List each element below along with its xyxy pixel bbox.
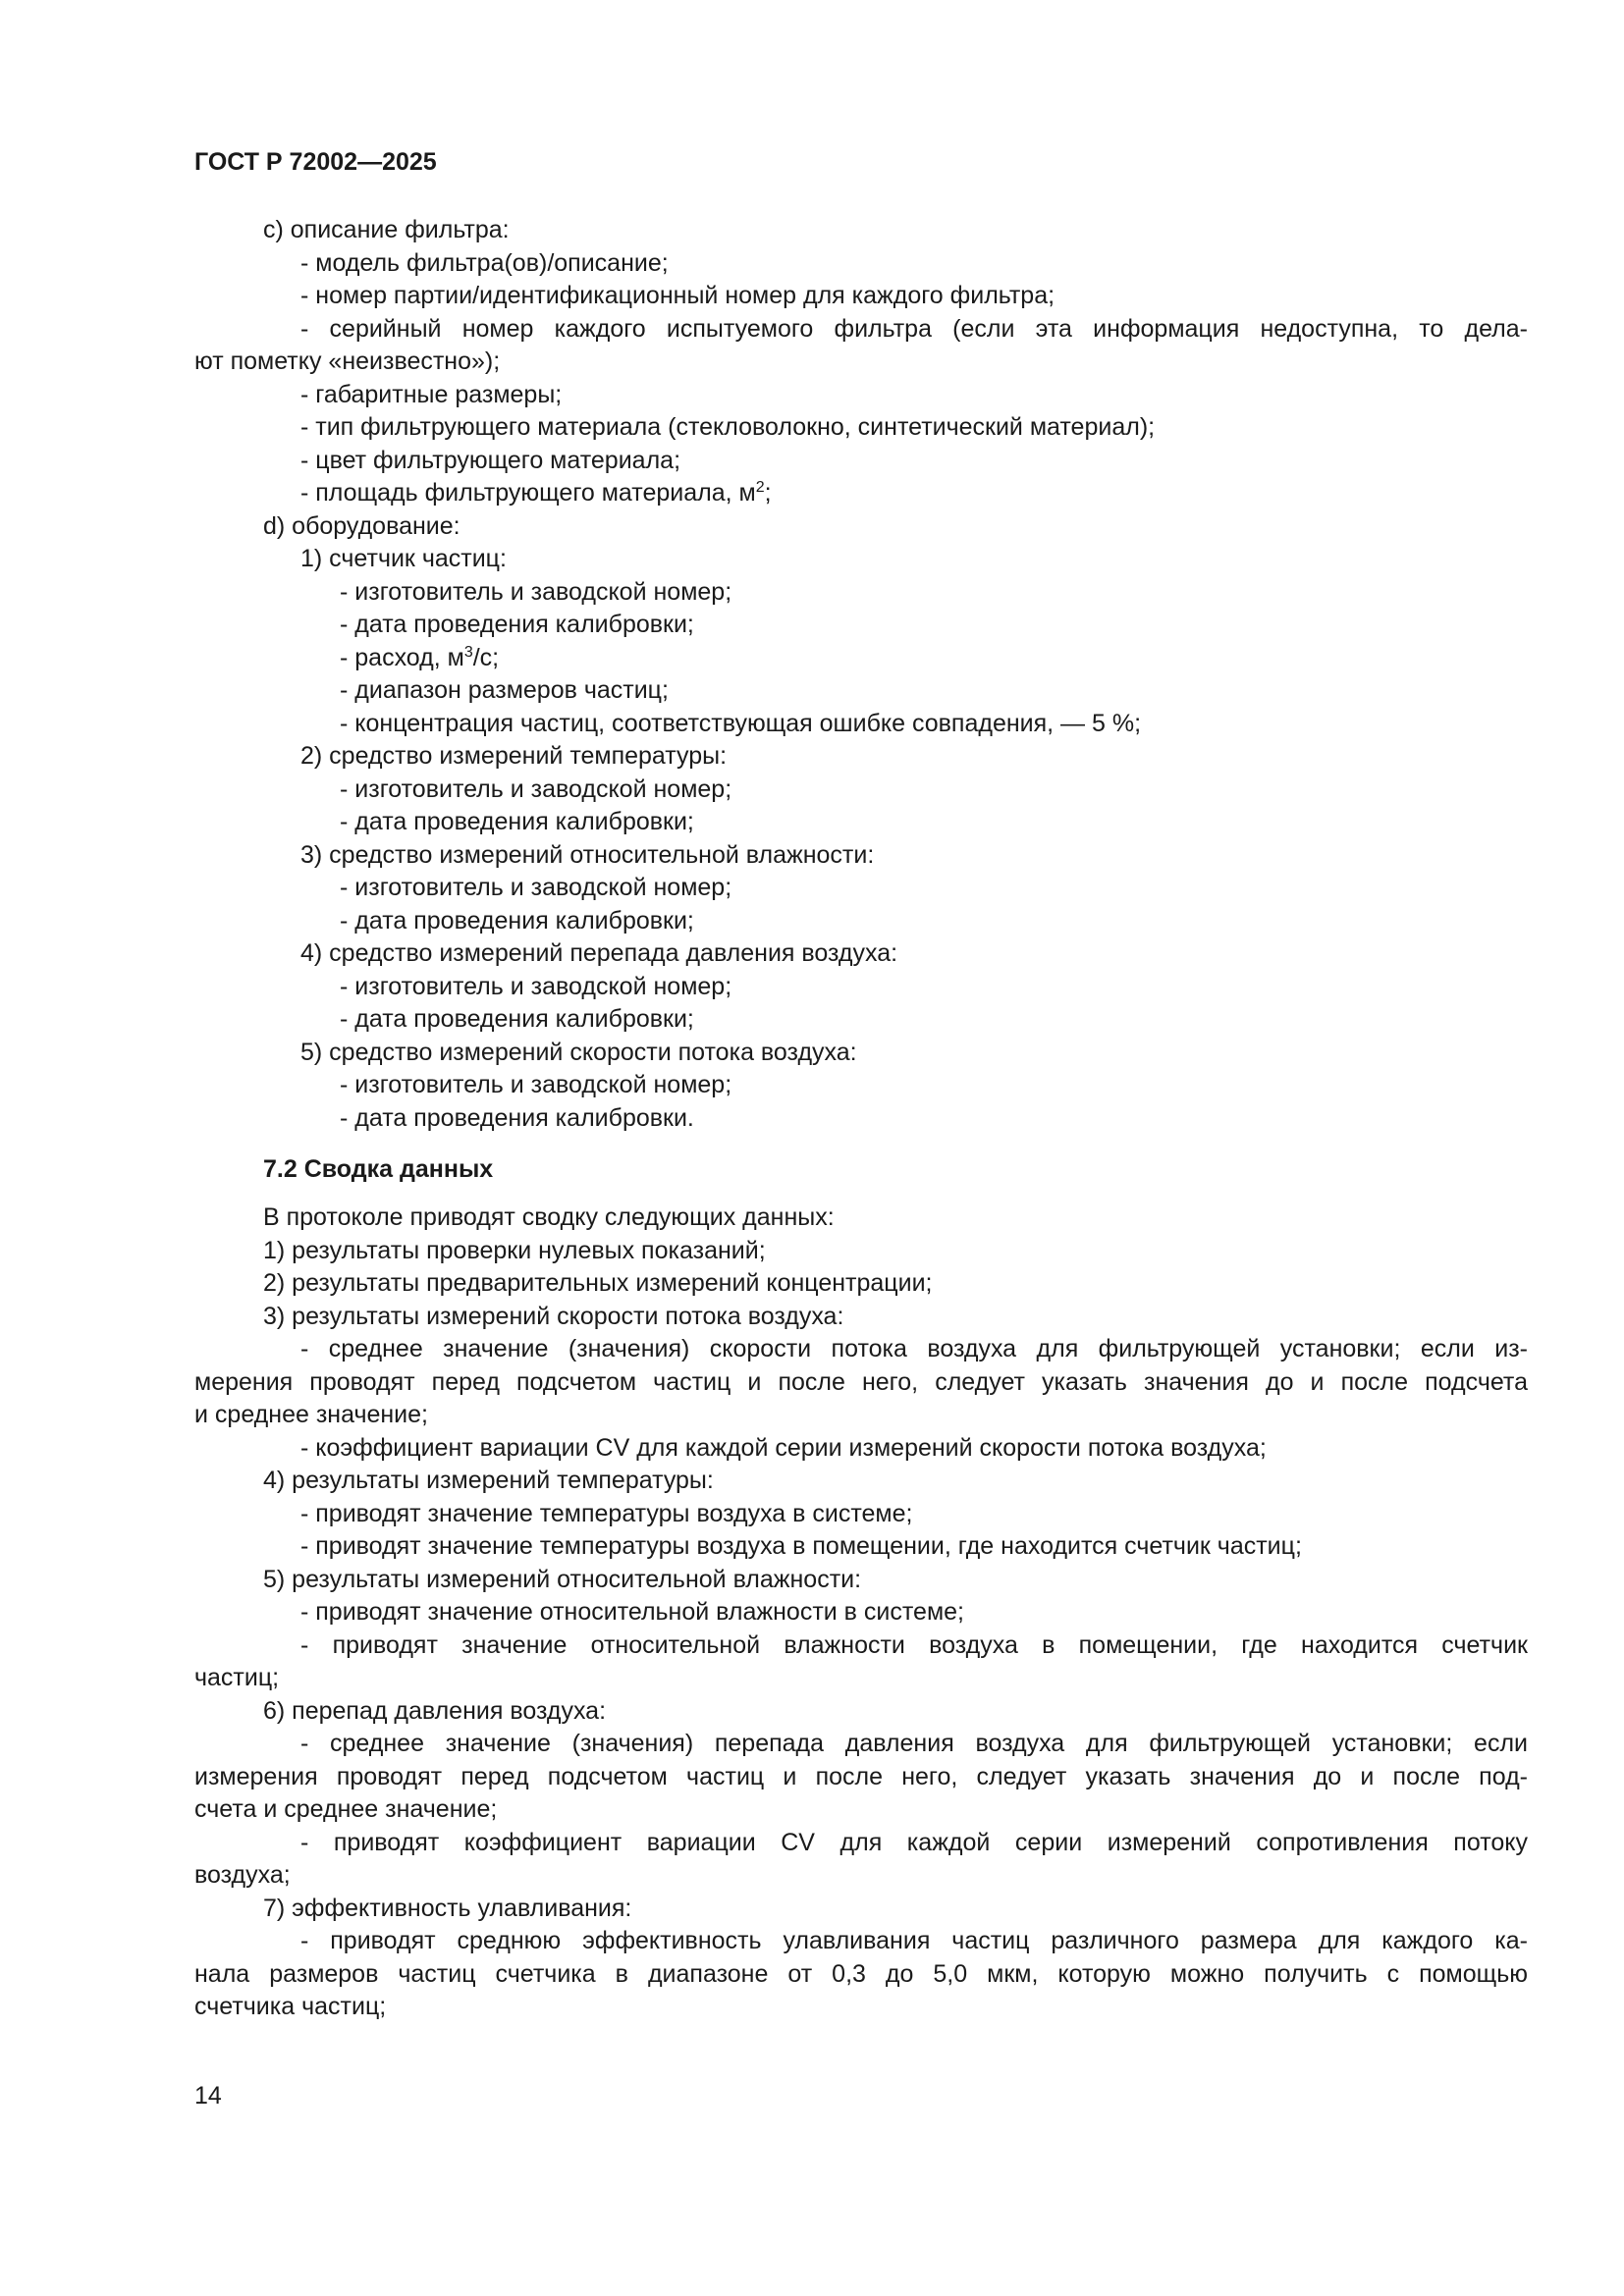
paragraph-line: мерения проводят перед подсчетом частиц и после него, следует указать значения до и после подсчета bbox=[194, 1367, 1528, 1396]
instrument-title: 5) средство измерений скорости потока воздуха: bbox=[300, 1038, 857, 1066]
flow-superscript: 3 bbox=[463, 643, 473, 661]
list-item: - габаритные размеры; bbox=[300, 380, 563, 408]
paragraph-line: - среднее значение (значения) скорости потока воздуха для фильтрующей установки; если из- bbox=[300, 1335, 1528, 1362]
list-item: - приводят значение относительной влажности в системе; bbox=[300, 1598, 964, 1626]
paragraph-line: - приводят коэффициент вариации CV для каждой серии измерений сопротивления потоку bbox=[300, 1828, 1528, 1856]
paragraph-line: - среднее значение (значения) перепада давления воздуха для фильтрующей установки; если bbox=[300, 1730, 1528, 1757]
paragraph-line: счетчика частиц; bbox=[194, 1993, 387, 2020]
list-item-flow bbox=[194, 642, 1528, 675]
list-item: - изготовитель и заводской номер; bbox=[340, 577, 732, 606]
list-item: - дата проведения калибровки; bbox=[340, 1005, 694, 1033]
list-item: - изготовитель и заводской номер; bbox=[340, 874, 732, 901]
numbered-item: 1) результаты проверки нулевых показаний; bbox=[263, 1236, 766, 1264]
list-item: - изготовитель и заводской номер; bbox=[340, 972, 732, 1000]
flow-end: /с; bbox=[472, 643, 500, 671]
paragraph-line: частиц; bbox=[194, 1664, 280, 1691]
list-item-area bbox=[194, 477, 1528, 510]
list-item: - модель фильтра(ов)/описание; bbox=[300, 248, 669, 277]
list-item: - приводят значение температуры воздуха в помещении, где находится счетчик частиц; bbox=[300, 1532, 1302, 1560]
numbered-item: 6) перепад давления воздуха: bbox=[263, 1696, 607, 1725]
area-superscript: 2 bbox=[755, 479, 765, 496]
area-text: - площадь фильтрующего материала, м bbox=[300, 479, 756, 507]
list-item: - тип фильтрующего материала (стекловолокно, синтетический материал); bbox=[300, 413, 1156, 441]
section-intro: В протоколе приводят сводку следующих данных: bbox=[263, 1203, 835, 1231]
list-item: - номер партии/идентификационный номер для каждого фильтра; bbox=[300, 282, 1056, 309]
numbered-item: 4) результаты измерений температуры: bbox=[263, 1467, 714, 1494]
list-item: - цвет фильтрующего материала; bbox=[300, 446, 681, 474]
list-item: - дата проведения калибровки; bbox=[340, 906, 694, 934]
numbered-item: 7) эффективность улавливания: bbox=[263, 1894, 632, 1922]
counter-title: 1) счетчик частиц: bbox=[300, 545, 507, 572]
document-header: ГОСТ Р 72002—2025 bbox=[194, 148, 437, 176]
instrument-title: 4) средство измерений перепада давления воздуха: bbox=[300, 939, 898, 967]
paragraph-line: - приводят среднюю эффективность улавливания частиц различного размера для каждого ка- bbox=[300, 1927, 1528, 1954]
section-heading: 7.2 Сводка данных bbox=[263, 1155, 494, 1183]
area-end: ; bbox=[764, 479, 772, 507]
list-item-serial-line2: ют пометку «неизвестно»); bbox=[194, 347, 501, 375]
paragraph-line: воздуха; bbox=[194, 1861, 291, 1889]
instrument-title: 2) средство измерений температуры: bbox=[300, 742, 728, 770]
numbered-item: 2) результаты предварительных измерений концентрации; bbox=[263, 1269, 933, 1297]
list-item: - изготовитель и заводской номер; bbox=[340, 774, 732, 803]
list-item: - изготовитель и заводской номер; bbox=[340, 1071, 732, 1098]
list-item: - приводят значение температуры воздуха в системе; bbox=[300, 1499, 913, 1527]
list-item: - дата проведения калибровки. bbox=[340, 1103, 694, 1132]
paragraph-line: измерения проводят перед подсчетом частиц и после него, следует указать значения до и после под- bbox=[194, 1762, 1528, 1790]
instrument-title: 3) средство измерений относительной влажности: bbox=[300, 840, 875, 869]
page-number: 14 bbox=[194, 2082, 222, 2109]
flow-text: - расход, м bbox=[340, 643, 464, 671]
numbered-item: 3) результаты измерений скорости потока воздуха: bbox=[263, 1302, 844, 1330]
section-d-title: d) оборудование: bbox=[263, 511, 460, 540]
list-item: - коэффициент вариации CV для каждой серии измерений скорости потока воздуха; bbox=[300, 1433, 1267, 1462]
list-item-serial-line1: - серийный номер каждого испытуемого фильтра (если эта информация недоступна, то дела- bbox=[300, 314, 1528, 343]
list-item: - концентрация частиц, соответствующая ошибке совпадения, — 5 %; bbox=[340, 709, 1142, 737]
paragraph-line: нала размеров частиц счетчика в диапазоне от 0,3 до 5,0 мкм, которую можно получить с помощью bbox=[194, 1959, 1528, 1988]
paragraph-line: и среднее значение; bbox=[194, 1401, 428, 1428]
paragraph-line: счета и среднее значение; bbox=[194, 1795, 498, 1823]
section-c-title: c) описание фильтра: bbox=[263, 216, 510, 243]
list-item: - дата проведения калибровки; bbox=[340, 611, 694, 638]
numbered-item: 5) результаты измерений относительной влажности: bbox=[263, 1565, 862, 1593]
list-item: - дата проведения калибровки; bbox=[340, 808, 694, 835]
paragraph-line: - приводят значение относительной влажности воздуха в помещении, где находится счетчик bbox=[300, 1630, 1528, 1659]
document-page bbox=[194, 147, 1528, 2024]
list-item: - диапазон размеров частиц; bbox=[340, 676, 669, 704]
